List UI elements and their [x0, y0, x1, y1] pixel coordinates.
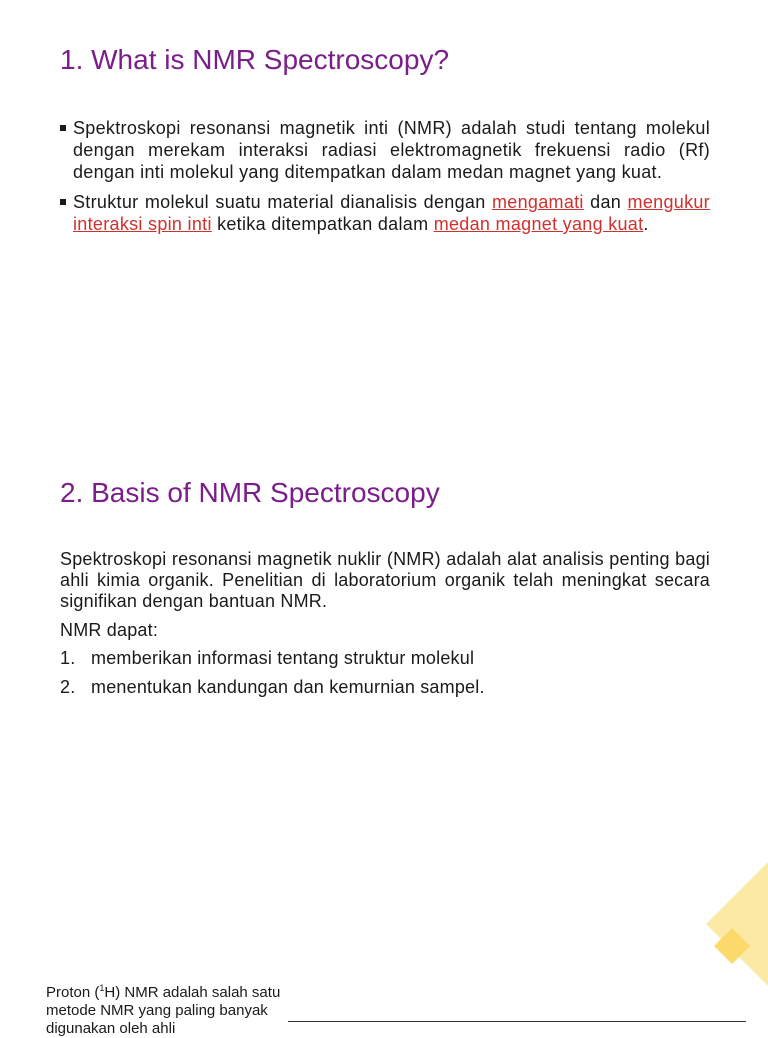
highlight-link[interactable]: medan magnet yang kuat — [433, 214, 644, 234]
bullet-marker — [60, 199, 66, 205]
bullet-marker — [60, 125, 66, 131]
bullet-item — [60, 191, 710, 235]
footnote-text: H) NMR adalah salah satu metode NMR yang paling banyak digunakan oleh ahli — [46, 984, 281, 1037]
highlight-link[interactable]: mengamati — [491, 192, 584, 212]
section-1-title: 1. What is NMR Spectroscopy? — [60, 44, 450, 75]
bullet-item — [60, 117, 710, 183]
list-text: memberikan informasi tentang struktur molekul — [91, 648, 475, 668]
list-text: menentukan kandungan dan kemurnian sampel. — [91, 677, 485, 697]
section-1-bullet-list — [60, 117, 710, 243]
divider-line — [288, 1021, 746, 1022]
superscript: 1 — [99, 983, 105, 993]
footnote-text: Proton ( — [46, 984, 100, 1001]
section-2-body — [60, 549, 710, 706]
numbered-list — [60, 648, 710, 698]
list-item — [60, 677, 710, 698]
list-item — [60, 648, 710, 669]
section-2-title: 2. Basis of NMR Spectroscopy — [60, 477, 440, 508]
bullet-text: Spektroskopi resonansi magnetik inti (NMR) adalah studi tentang molekul dengan merekam interaksi radiasi elektromagnetik frekuensi radio (Rf) dengan inti molekul yang ditempatkan dalam medan magnet yang kuat. — [73, 118, 710, 182]
footnote — [46, 979, 291, 1038]
bullet-text-part: Struktur molekul suatu material dianalisis dengan — [73, 192, 492, 212]
bullet-text-part: dan — [583, 192, 628, 212]
bullet-text-part: . — [643, 214, 649, 234]
section-2-lead: NMR dapat: — [60, 620, 159, 640]
section-2-intro: Spektroskopi resonansi magnetik nuklir (NMR) adalah alat analisis penting bagi ahli kimia organik. Penelitian di laboratorium organik telah meningkat secara signifikan dengan bantuan NMR. — [60, 549, 710, 611]
highlight-link[interactable]: mengukur interaksi spin inti — [73, 192, 710, 234]
list-number: 2. — [60, 677, 76, 697]
list-number: 1. — [60, 648, 76, 668]
bullet-text-part: ketika ditempatkan dalam — [211, 214, 434, 234]
